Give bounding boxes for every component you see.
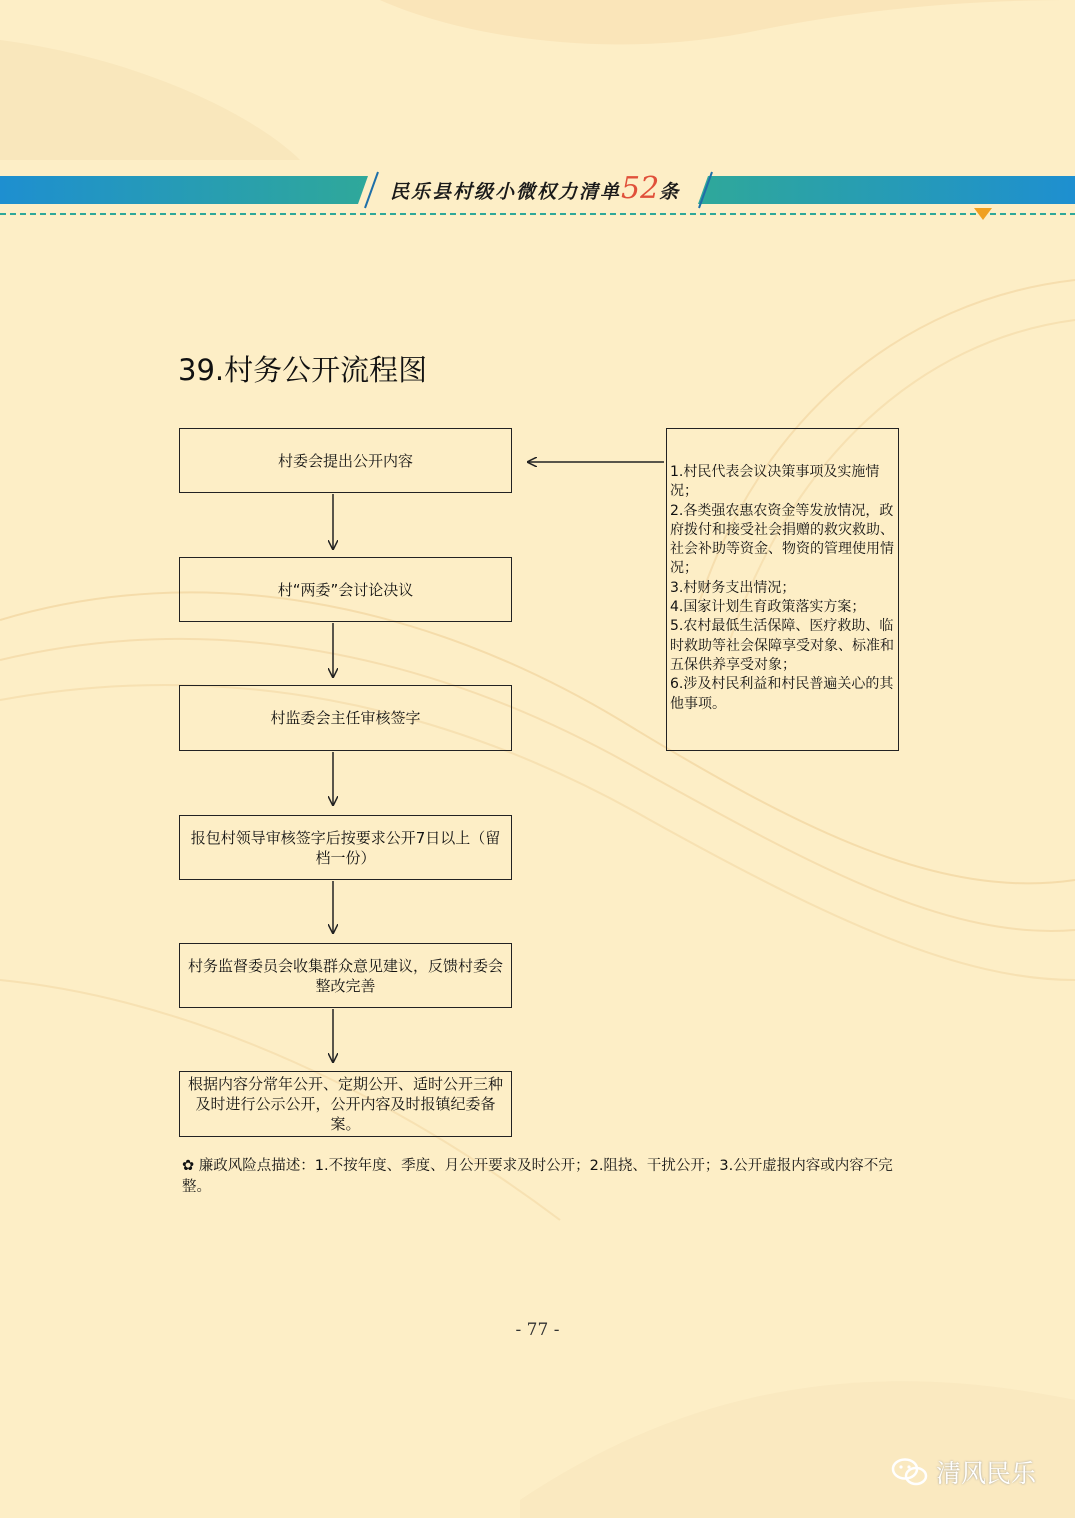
watermark	[890, 1456, 1036, 1488]
watermark-text: 清风民乐	[936, 1459, 1037, 1488]
list-item: 3.村财务支出情况；	[670, 579, 796, 596]
list-item: 6.涉及村民利益和村民普遍关心的其他事项。	[670, 676, 894, 712]
list-item: 4.国家计划生育政策落实方案；	[670, 599, 866, 616]
page-title: 39.村务公开流程图	[178, 353, 428, 387]
flow-step-6: 根据内容分常年公开、定期公开、适时公开三种及时进行公示公开，公开内容及时报镇纪委备案。	[179, 1071, 512, 1137]
wechat-icon	[890, 1457, 930, 1487]
risk-note: ✿ 廉政风险点描述：1.不按年度、季度、月公开要求及时公开；2.阻挠、干扰公开；3.公开虚报内容或内容不完整。	[182, 1158, 893, 1195]
flow-step-3: 村监委会主任审核签字	[179, 685, 512, 751]
flow-step-2: 村“两委”会讨论决议	[179, 557, 512, 622]
flow-step-4: 报包村领导审核签字后按要求公开7日以上（留档一份）	[179, 815, 512, 880]
flow-step-1: 村委会提出公开内容	[179, 428, 512, 493]
list-item: 5.农村最低生活保障、医疗救助、临时救助等社会保障享受对象、标准和五保供养享受对象；	[670, 618, 894, 673]
page-number: - 77 -	[515, 1320, 560, 1340]
list-item: 1.村民代表会议决策事项及实施情况；	[670, 464, 880, 500]
banner-title: 民乐县村级小微权力清单52条	[390, 171, 681, 206]
list-item: 2.各类强农惠农资金等发放情况，政府拨付和接受社会捐赠的救灾救助、社会补助等资金、物资的管理使用情况；	[670, 502, 894, 577]
flow-step-5: 村务监督委员会收集群众意见建议，反馈村委会整改完善	[179, 943, 512, 1008]
